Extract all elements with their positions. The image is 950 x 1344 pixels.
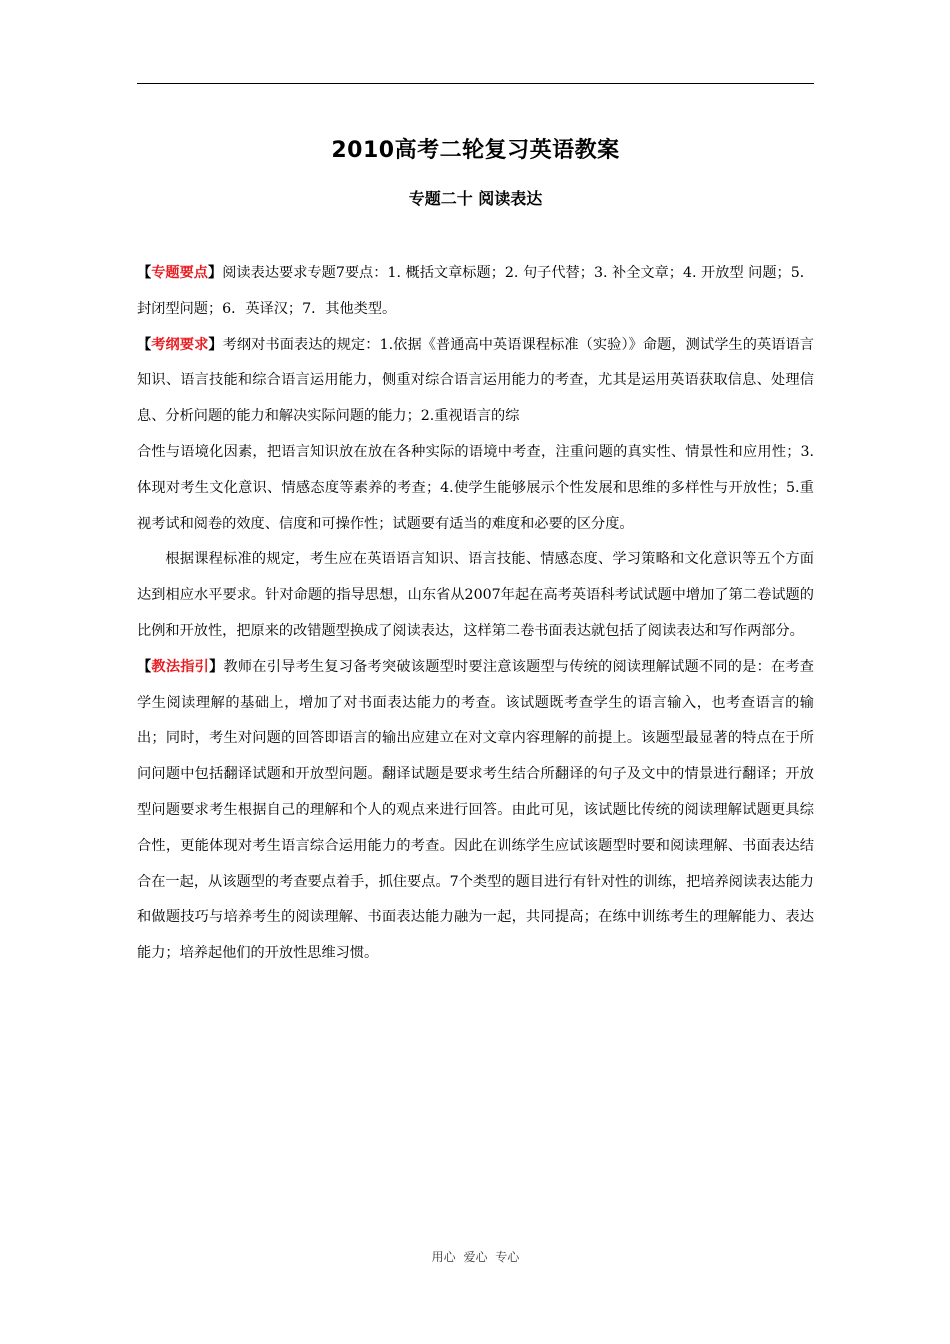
bracket-close: 】 (208, 336, 223, 353)
section-label-key-points: 专题要点 (151, 265, 209, 281)
section-syllabus-paragraph-2: 根据课程标准的规定，考生应在英语语言知识、语言技能、情感态度、学习策略和文化意识等五个方面达到相应水平要求。针对命题的指导思想，山东省从2007年起在高考英语科考试试题中增加了第二卷试题的比例和开放性，把原来的改错题型换成了阅读表达，这样第二卷书面表达就包括了阅读表达和写作两部分。 (137, 551, 814, 639)
bracket-close: 】 (209, 658, 224, 675)
bracket-open: 【 (137, 265, 152, 281)
section-label-syllabus: 考纲要求 (151, 336, 209, 353)
section-text-syllabus-a: 考纲对书面表达的规定：1.依据《普通高中英语课程标准（实验）》命题，测试学生的英语语言知识、语言技能和综合语言运用能力，侧重对综合语言运用能力的考查，尤其是运用英语获取信息、处理信息、分析问题的能力和解决实际问题的能力；2.重视语言的综 (137, 336, 814, 425)
document-subtitle: 专题二十 阅读表达 (408, 189, 543, 208)
section-teaching-guide (137, 650, 814, 972)
section-text-teaching-guide: 教师在引导考生复习备考突破该题型时要注意该题型与传统的阅读理解试题不同的是：在考查学生阅读理解的基础上，增加了对书面表达能力的考查。该试题既考查学生的语言输入，也考查语言的输出；同时，考生对问题的回答即语言的输出应建立在对文章内容理解的前提上。该题型最显著的特点在于所问问题中包括翻译试题和开放型问题。翻译试题是要求考生结合所翻译的句子及文中的情景进行翻译；开放型问题要求考生根据自己的理解和个人的观点来进行回答。由此可见，该试题比传统的阅读理解试题更具综合性，更能体现对考生语言综合运用能力的考查。因此在训练学生应试该题型时要和阅读理解、书面表达结合在一起，从该题型的考查要点着手，抓住要点。7个类型的题目进行有针对性的训练，把培养阅读表达能力和做题技巧与培养考生的阅读理解、书面表达能力融为一起，共同提高；在练中训练考生的理解能力、表达能力；培养起他们的开放性思维习惯。 (137, 658, 814, 962)
section-syllabus (137, 328, 814, 435)
section-key-points (137, 256, 814, 328)
document-title: 2010高考二轮复习英语教案 (331, 138, 620, 163)
section-syllabus-continued: 合性与语境化因素，把语言知识放在放在各种实际的语境中考查，注重问题的真实性、情景性和应用性；3.体现对考生文化意识、情感态度等素养的考查；4.使学生能够展示个性发展和思维的多样性与开放性；5.重视考试和阅卷的效度、信度和可操作性；试题要有适当的难度和必要的区分度。 (137, 443, 814, 532)
section-label-teaching-guide: 教法指引 (151, 658, 210, 675)
bracket-open: 【 (137, 336, 152, 353)
section-text-key-points: 阅读表达要求专题7要点：1. 概括文章标题；2. 句子代替；3. 补全文章；4. 开放型 问题；5．封闭型问题；6．英译汉；7．其他类型。 (137, 265, 814, 317)
bracket-open: 【 (137, 658, 152, 675)
page-footer: 用心 爱心 专心 (431, 1250, 520, 1264)
header-rule (137, 83, 814, 84)
document-body (137, 256, 814, 972)
bracket-close: 】 (208, 265, 223, 281)
